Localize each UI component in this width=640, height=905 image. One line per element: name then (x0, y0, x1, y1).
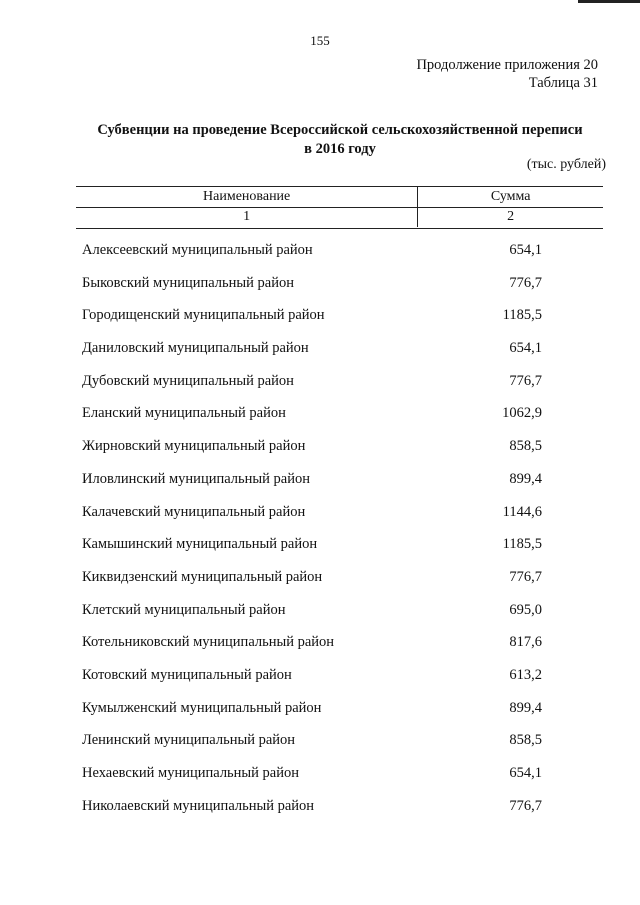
district-name: Камышинский муниципальный район (82, 536, 318, 553)
table-number: Таблица 31 (528, 75, 598, 91)
district-name: Котовский муниципальный район (82, 666, 292, 683)
units-label: (тыс. рублей) (526, 157, 606, 172)
district-amount: 654,1 (509, 765, 542, 781)
district-name: Жирновский муниципальный район (82, 438, 306, 455)
appendix-note (416, 56, 598, 92)
table-row (82, 332, 542, 365)
header-sum: Сумма (490, 189, 531, 204)
district-name: Клетский муниципальный район (82, 601, 286, 618)
table-row (82, 561, 542, 594)
corner-scan-mark (578, 0, 640, 3)
header-row-indices (76, 207, 603, 227)
table-row (82, 757, 542, 790)
table-row (82, 626, 542, 659)
district-amount: 776,7 (509, 797, 542, 814)
district-name: Иловлинский муниципальный район (82, 470, 310, 487)
page-number: 155 (310, 33, 330, 48)
table-body (82, 234, 542, 822)
document-title (60, 121, 620, 159)
table-row (82, 659, 542, 692)
table-row (82, 692, 542, 725)
district-amount: 776,7 (509, 568, 542, 585)
table-row (82, 267, 542, 300)
district-amount: 817,6 (509, 634, 542, 651)
district-amount: 858,5 (509, 732, 542, 749)
district-name: Даниловский муниципальный район (82, 340, 309, 357)
district-amount: 654,1 (509, 242, 542, 258)
header-sum-index: 2 (507, 209, 515, 224)
district-name: Дубовский муниципальный район (82, 372, 294, 389)
district-amount: 654,1 (509, 340, 542, 357)
header-name-index: 1 (76, 207, 418, 227)
district-amount: 1185,5 (502, 536, 542, 553)
district-name: Котельниковский муниципальный район (82, 634, 335, 651)
table-header (76, 186, 603, 229)
district-name: Городищенский муниципальный район (82, 307, 325, 324)
document-title-line-1: Субвенции на проведение Всероссийской сельскохозяйственной переписи (97, 122, 583, 138)
table-row (82, 299, 542, 332)
document-title-line-2: в 2016 году (304, 141, 376, 157)
table-row (82, 496, 542, 529)
district-amount: 1185,5 (502, 307, 542, 324)
district-amount: 899,4 (509, 470, 542, 487)
appendix-continuation: Продолжение приложения 20 (416, 57, 598, 73)
district-name: Николаевский муниципальный район (82, 797, 315, 814)
district-name: Киквидзенский муниципальный район (82, 568, 323, 585)
district-amount: 858,5 (509, 438, 542, 455)
table-row (82, 790, 542, 823)
table-row (82, 724, 542, 757)
table-row (82, 463, 542, 496)
district-name: Нехаевский муниципальный район (82, 765, 300, 781)
district-amount: 695,0 (509, 601, 542, 618)
district-name: Алексеевский муниципальный район (82, 242, 313, 258)
district-amount: 776,7 (509, 372, 542, 389)
district-amount: 1144,6 (502, 503, 542, 520)
district-amount: 776,7 (509, 274, 542, 291)
district-name: Кумылженский муниципальный район (82, 699, 322, 716)
district-name: Калачевский муниципальный район (82, 503, 306, 520)
district-amount: 899,4 (509, 699, 542, 716)
table-row (82, 397, 542, 430)
table-row (82, 594, 542, 627)
district-amount: 613,2 (509, 666, 542, 683)
district-name: Ленинский муниципальный район (82, 732, 296, 749)
table-row (82, 430, 542, 463)
district-name: Быковский муниципальный район (82, 274, 294, 291)
table-row (82, 528, 542, 561)
header-name: Наименование (76, 187, 418, 207)
header-row-titles (76, 187, 603, 208)
table-row (82, 365, 542, 398)
district-amount: 1062,9 (502, 405, 542, 422)
table-row (82, 234, 542, 267)
district-name: Еланский муниципальный район (82, 405, 286, 422)
